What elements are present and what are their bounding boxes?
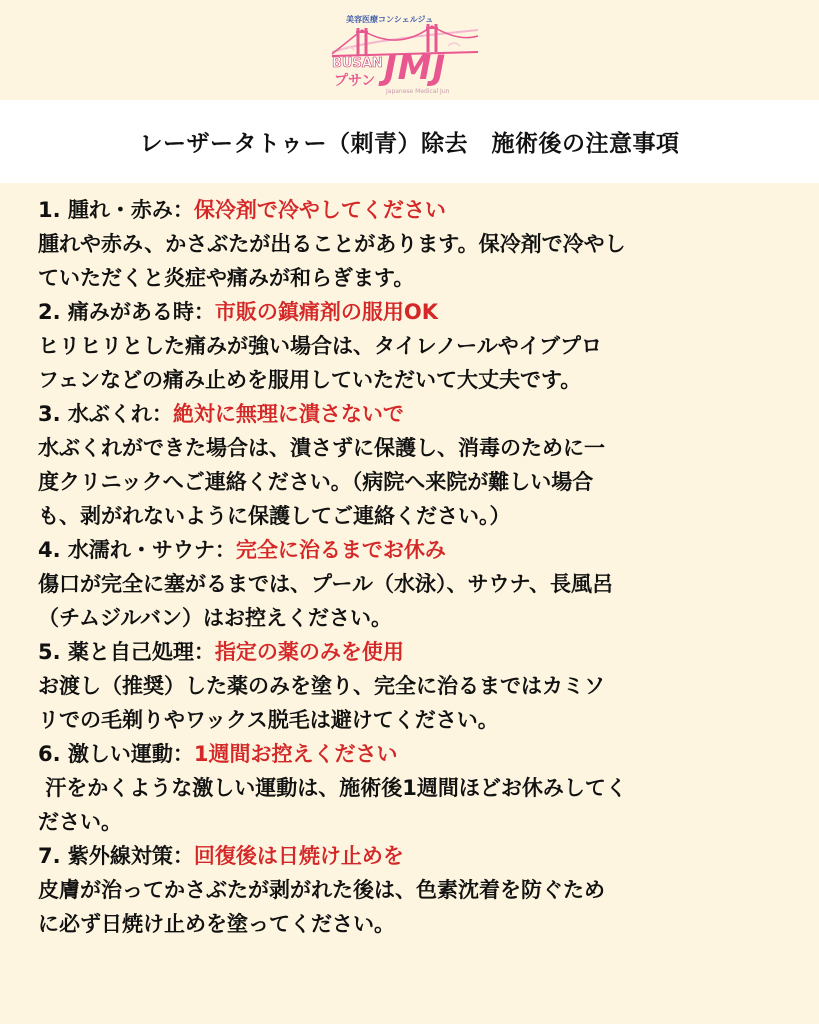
- item-body-line: に必ず日焼け止めを塗ってください。: [38, 912, 395, 936]
- item-highlight: 完全に治るまでお休み: [235, 538, 446, 562]
- list-item: [38, 839, 783, 941]
- item-heading: [38, 397, 783, 431]
- item-body-line: お渡し（推奨）した薬のみを塗り、完全に治るまではカミソ: [38, 674, 605, 698]
- page-title: レーザータトゥー（刺青）除去 施術後の注意事項: [139, 131, 680, 157]
- item-heading: [38, 839, 783, 873]
- logo-busan-kana: プサン: [334, 73, 376, 89]
- item-heading: [38, 737, 783, 771]
- item-body-line: 傷口が完全に塞がるまでは、プール（水泳）、サウナ、長風呂: [38, 572, 613, 596]
- item-highlight: 1週間お控えください: [193, 742, 398, 766]
- item-body-line: 度クリニックへご連絡ください。（病院へ来院が難しい場合: [38, 470, 594, 494]
- item-body-line: ていただくと炎症や痛みが和らぎます。: [38, 266, 415, 290]
- list-item: [38, 635, 783, 737]
- item-body-line: （チムジルバン）はお控えください。: [38, 606, 392, 630]
- item-highlight: 指定の薬のみを使用: [214, 640, 404, 664]
- item-label: 7. 紫外線対策：: [38, 844, 194, 868]
- item-label: 3. 水ぶくれ：: [38, 402, 173, 426]
- logo-tagline: 美容医療コンシェルジュ: [346, 15, 434, 24]
- item-body-line: も、剥がれないように保護してご連絡ください。）: [38, 504, 511, 528]
- logo-band: [0, 0, 819, 100]
- logo-brand: JMJ: [384, 48, 447, 88]
- item-highlight: 回復後は日焼け止めを: [193, 844, 404, 868]
- item-heading: [38, 295, 783, 329]
- brand-logo[interactable]: [328, 14, 480, 98]
- item-highlight: 保冷剤で冷やしてください: [193, 198, 446, 222]
- item-body-line: 腫れや赤み、かさぶたが出ることがあります。保冷剤で冷やし: [38, 232, 626, 256]
- list-item: [38, 193, 783, 295]
- list-item: [38, 533, 783, 635]
- title-band: [0, 100, 819, 183]
- item-heading: [38, 533, 783, 567]
- item-label: 5. 薬と自己処理：: [38, 640, 215, 664]
- list-item: [38, 397, 783, 533]
- item-body-line: 汗をかくような激しい運動は、施術後1週間ほどお休みしてく: [38, 776, 627, 800]
- item-heading: [38, 635, 783, 669]
- instructions-list: [38, 193, 783, 941]
- item-highlight: 絶対に無理に潰さないで: [172, 402, 404, 426]
- item-body-line: ヒリヒリとした痛みが強い場合は、タイレノールやイブプロ: [38, 334, 603, 358]
- item-label: 6. 激しい運動：: [38, 742, 194, 766]
- item-label: 4. 水濡れ・サウナ：: [38, 538, 236, 562]
- item-highlight: 市販の鎮痛剤の服用OK: [214, 300, 439, 324]
- list-item: [38, 737, 783, 839]
- logo-subtitle: Japanese Medical Jun: [386, 88, 450, 95]
- item-label: 2. 痛みがある時：: [38, 300, 215, 324]
- item-body-line: リでの毛剃りやワックス脱毛は避けてください。: [38, 708, 499, 732]
- item-body-line: ださい。: [38, 810, 122, 834]
- item-heading: [38, 193, 783, 227]
- logo-busan: BUSAN: [332, 56, 383, 71]
- item-body-line: 皮膚が治ってかさぶたが剥がれた後は、色素沈着を防ぐため: [38, 878, 605, 902]
- item-body-line: フェンなどの痛み止めを服用していただいて大丈夫です。: [38, 368, 582, 392]
- item-label: 1. 腫れ・赤み：: [38, 198, 194, 222]
- item-body-line: 水ぶくれができた場合は、潰さずに保護し、消毒のために一: [38, 436, 605, 460]
- list-item: [38, 295, 783, 397]
